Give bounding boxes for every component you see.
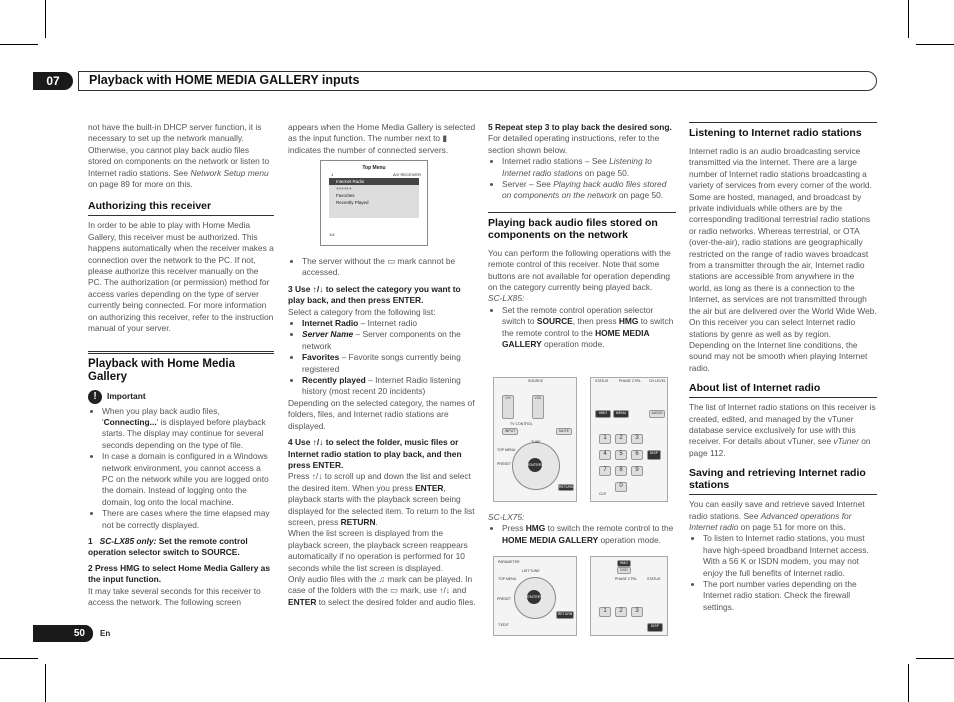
crop-mark — [45, 0, 46, 38]
model-label: SC-LX75: — [488, 512, 525, 522]
step-3: 3 Use ↑/↓ to select the category you want to play back, and then press ENTER. — [288, 283, 461, 306]
step-4: 4 Use ↑/↓ to select the folder, music files or Internet radio station to play back, and then press ENTER. — [288, 437, 462, 470]
audio-button[interactable]: AUDIO — [649, 410, 665, 418]
paragraph: Depending on the selected category, the names of folders, files, and Internet radio stations are displayed. — [288, 397, 475, 431]
list-item: • Server – See Playing back audio files stored on components on the network on page 50. — [502, 179, 676, 202]
crop-mark — [45, 664, 46, 702]
list-item: • In case a domain is configured in a Windows network environment, you cannot access a PC on the network while you are logged onto the domain. Instead of logging onto the domain, log onto the local machine. — [102, 451, 274, 508]
number-button[interactable]: 0 — [615, 482, 627, 492]
channel-button[interactable]: CH — [502, 395, 514, 419]
return-button[interactable]: RETURN — [559, 485, 574, 489]
number-button[interactable]: 2 — [615, 607, 627, 617]
number-button[interactable]: 4 — [599, 450, 611, 460]
disp-button[interactable]: DISP — [647, 623, 663, 632]
list-item[interactable]: Recently Played — [336, 200, 369, 205]
number-button[interactable]: 8 — [615, 466, 627, 476]
volume-button[interactable]: VOL — [532, 395, 544, 419]
screen-page: 1/4 — [329, 232, 335, 237]
paragraph: For detailed operating instructions, refer to the section shown below. — [488, 133, 660, 155]
language-label: En — [100, 629, 111, 638]
remote-diagram-lx85-right: STATUS PHASE CTRL CH LEVEL HMG MENU AUDIO 1 2 3 4 5 6 7 8 9 0 DISP CLR — [590, 377, 668, 502]
paragraph: You can perform the following operations with the remote control of this receiver. Note that some buttons are not available for operation depending on the category currently being played back. — [488, 247, 671, 293]
folder-icon: ▭ — [387, 256, 396, 266]
paragraph: Internet radio is an audio broadcasting service transmitted via the Internet. There are a large number of Internet radio stations broadcasting a variety of services from every corner of the world. Some are hosted, managed, and broadcast by private individuals while others are by the corresponding traditional terrestrial radio stations or radio networks. Whereas terrestrial, or OTA (over-the-air), radio stations are geographically restricted on the range of radio waves broadcast from a transmitter through the air, Internet radio stations are accessible from anywhere in the world, as long as there is a connection to the Internet, as services are not transmitted through the air but are delivered over the World Wide Web. On this receiver you can select Internet radio stations by genre as well as by region. — [689, 146, 877, 339]
column-3-lower — [488, 512, 676, 546]
enter-button[interactable]: ENTER — [527, 590, 541, 604]
number-button[interactable]: 3 — [631, 434, 643, 444]
crop-mark — [908, 0, 909, 38]
number-button[interactable]: 1 — [599, 434, 611, 444]
number-button[interactable]: 6 — [631, 450, 643, 460]
chapter-number: 07 — [33, 72, 73, 90]
crop-mark — [0, 44, 38, 45]
list-item: • The server without the ▭ mark cannot be accessed. — [302, 256, 476, 279]
number-button[interactable]: 9 — [631, 466, 643, 476]
screen-subtitle: A/V RECEIVER — [392, 172, 421, 177]
warning-icon: ! — [88, 390, 102, 404]
page-header — [78, 71, 877, 91]
list-item[interactable]: Internet Radio — [329, 178, 419, 185]
paragraph: In order to be able to play with Home Media Gallery, this receiver must be authorized. This happens automatically when the receiver makes a connection over the network to the PC. If not, please authorize this receiver manually on the PC. The authorization (or permission) method for access varies depending on the type of server currently being connected. For more information on authorizing this receiver, refer to the instruction manual of your server. — [88, 220, 274, 334]
remote-diagram-lx75-right: HMG DVD PHASE CTRL STATUS 1 2 3 DISP — [590, 556, 668, 636]
menu-button[interactable]: MENU — [613, 410, 629, 418]
paragraph: The list of Internet radio stations on this receiver is created, edited, and managed by the vTuner database service exclusively for use with this receiver. For details about vTuner, see vTuner on page 112. — [689, 402, 876, 458]
step-1: 1 SC-LX85 only: Set the remote control operation selector switch to SOURCE. — [88, 535, 248, 558]
step-2: 2 Press HMG to select Home Media Gallery as the input function. — [88, 562, 271, 585]
column-2: appears when the Home Media Gallery is selected as the input function. The number next to ▮ indicates the number of connected servers. — [288, 122, 476, 155]
step-5: 5 Repeat step 3 to play back the desired song. — [488, 122, 672, 132]
paragraph: When the list screen is displayed from the playback screen, the playback screen reappears automatically if no operation is performed for 10 seconds while the list screen is displayed. — [288, 528, 468, 573]
paragraph: Press ↑/↓ to scroll up and down the list and select the desired item. When you press ENTER, playback starts with the playback screen being displayed for the selected item. To return to the list screen, press RETURN. — [288, 471, 475, 527]
mute-button[interactable]: MUTE — [556, 428, 572, 435]
section-heading-playback: Playback with Home Media Gallery — [88, 351, 274, 384]
list-item: • Server Name – Server components on the network — [302, 329, 476, 352]
screen-counter: 1 — [331, 172, 334, 177]
enter-button[interactable]: ENTER — [528, 458, 542, 472]
section-heading-playing-back: Playing back audio files stored on components on the network — [488, 212, 676, 244]
crop-mark — [916, 44, 954, 45]
screen-title: Top Menu — [362, 165, 386, 171]
remote-diagram-lx85-left: SOURCE CH VOL TV CONTROL INPUT MUTE ENTER TUNE PRESET TOP MENU RETURN — [493, 377, 577, 502]
section-heading-authorizing: Authorizing this receiver — [88, 200, 274, 216]
crop-mark — [0, 658, 38, 659]
paragraph: Only audio files with the ♫ mark can be played. In case of the folders with the ▭ mark, use ↑/↓ and ENTER to select the desired folder and audio files. — [288, 573, 476, 607]
number-button[interactable]: 5 — [615, 450, 627, 460]
list-item: • Set the remote control operation selector switch to SOURCE, then press HMG to switch the remote control to the HOME MEDIA GALLERY operation mode. — [502, 305, 676, 351]
column-1: not have the built-in DHCP server function, it is necessary to set up the network manually. Otherwise, you cannot play back audio files stored on components on the network or listen to Internet radio stations. See Network Setup menu on page 89 for more on this. Authorizing this receiver In order to be able to play with Home Media Gallery, this receiver must be authorized. This happens automatically when the receiver makes a connection over the network to the PC. If not, please authorize this receiver manually on the PC. The authorization (or permission) method for access varies depending on the type of server currently being connected. For more information on authorizing this receiver, refer to the instruction manual of your server. Playback with Home Media Gallery ! Important • When you play back audio files, 'Connecting...' is displayed before playback starts. The display may continue for several seconds depending on the type of file. • In case a domain is configured in a Windows network environment, you cannot access a PC on the network while you are logged onto the domain. Instead of logging onto the domain, log onto the local machine. • There are cases where the time elapsed may not be correctly displayed. 1 SC-LX85 only: Set the remote control operation selector switch to SOURCE. 2 Press HMG to select Home Media Gallery as the input function. It may take several seconds for this receiver to access the network. The following screen — [88, 122, 274, 608]
section-heading-list: About list of Internet radio — [689, 382, 877, 398]
input-button[interactable]: INPUT — [502, 428, 518, 435]
list-item: • There are cases where the time elapsed may not be correctly displayed. — [102, 508, 274, 531]
list-item: • Press HMG to switch the remote control to the HOME MEDIA GALLERY operation mode. — [502, 523, 676, 546]
screen-list — [329, 178, 419, 218]
crop-mark — [916, 658, 954, 659]
number-button[interactable]: 3 — [631, 607, 643, 617]
crop-mark — [908, 664, 909, 702]
paragraph: Depending on the Internet line conditions, the sound may not be smooth when playing Internet radio. — [689, 339, 868, 373]
paragraph: You can easily save and retrieve saved Internet radio stations. See Advanced operations for Internet radio on page 51 for more on this. — [689, 499, 865, 532]
return-button[interactable]: RETURN — [556, 611, 574, 619]
dvd-button[interactable]: DVD — [617, 567, 631, 574]
paragraph: Select a category from the following list: — [288, 306, 436, 317]
hmg-button[interactable]: HMG — [617, 560, 631, 567]
column-3 — [488, 122, 676, 351]
list-item: • Internet radio stations – See Listening to Internet radio stations on page 50. — [502, 156, 676, 179]
list-item: • Favorites – Favorite songs currently being registered — [302, 352, 476, 375]
disp-button[interactable]: DISP — [647, 450, 661, 460]
model-label: SC-LX85: — [488, 293, 525, 304]
section-heading-saving: Saving and retrieving Internet radio stations — [689, 467, 877, 495]
section-heading-internet-radio: Listening to Internet radio stations — [689, 122, 877, 142]
list-item: • The port number varies depending on the Internet radio station. Check the firewall settings. — [703, 579, 877, 613]
page-title: Playback with HOME MEDIA GALLERY inputs — [89, 73, 360, 87]
list-item: • Internet Radio – Internet radio — [302, 318, 476, 329]
list-item[interactable]: Favorites — [336, 193, 355, 198]
remote-diagram-lx75-left: PARAMETER TUNE TOP MENU PRESET ENTER RETURN LIST T.EDIT — [493, 556, 577, 636]
page-number: 50 — [33, 625, 93, 642]
list-item: • To listen to Internet radio stations, you must have high-speed broadband Internet access. With a 56 K or ISDN modem, you may not enjoy the full benefits of Internet radio. — [703, 533, 877, 579]
number-button[interactable]: 2 — [615, 434, 627, 444]
list-item: • Recently played – Internet Radio listening history (most recent 20 incidents) — [302, 375, 476, 398]
number-button[interactable]: 1 — [599, 607, 611, 617]
list-item[interactable]: ++++++ — [336, 186, 352, 191]
column-4 — [689, 122, 877, 613]
number-button[interactable]: 7 — [599, 466, 611, 476]
top-menu-screen — [320, 160, 428, 246]
list-item: • When you play back audio files, 'Connecting...' is displayed before playback starts. The display may continue for several seconds depending on the type of file. — [102, 406, 274, 452]
music-note-icon: ♫ — [378, 573, 386, 584]
folder-icon: ▭ — [389, 585, 398, 596]
column-2-lower — [288, 256, 476, 608]
server-icon: ▮ — [442, 133, 448, 144]
hmg-button[interactable]: HMG — [595, 410, 611, 418]
important-note: ! Important — [88, 390, 274, 404]
paragraph: It may take several seconds for this receiver to access the network. The following screen — [88, 585, 261, 607]
